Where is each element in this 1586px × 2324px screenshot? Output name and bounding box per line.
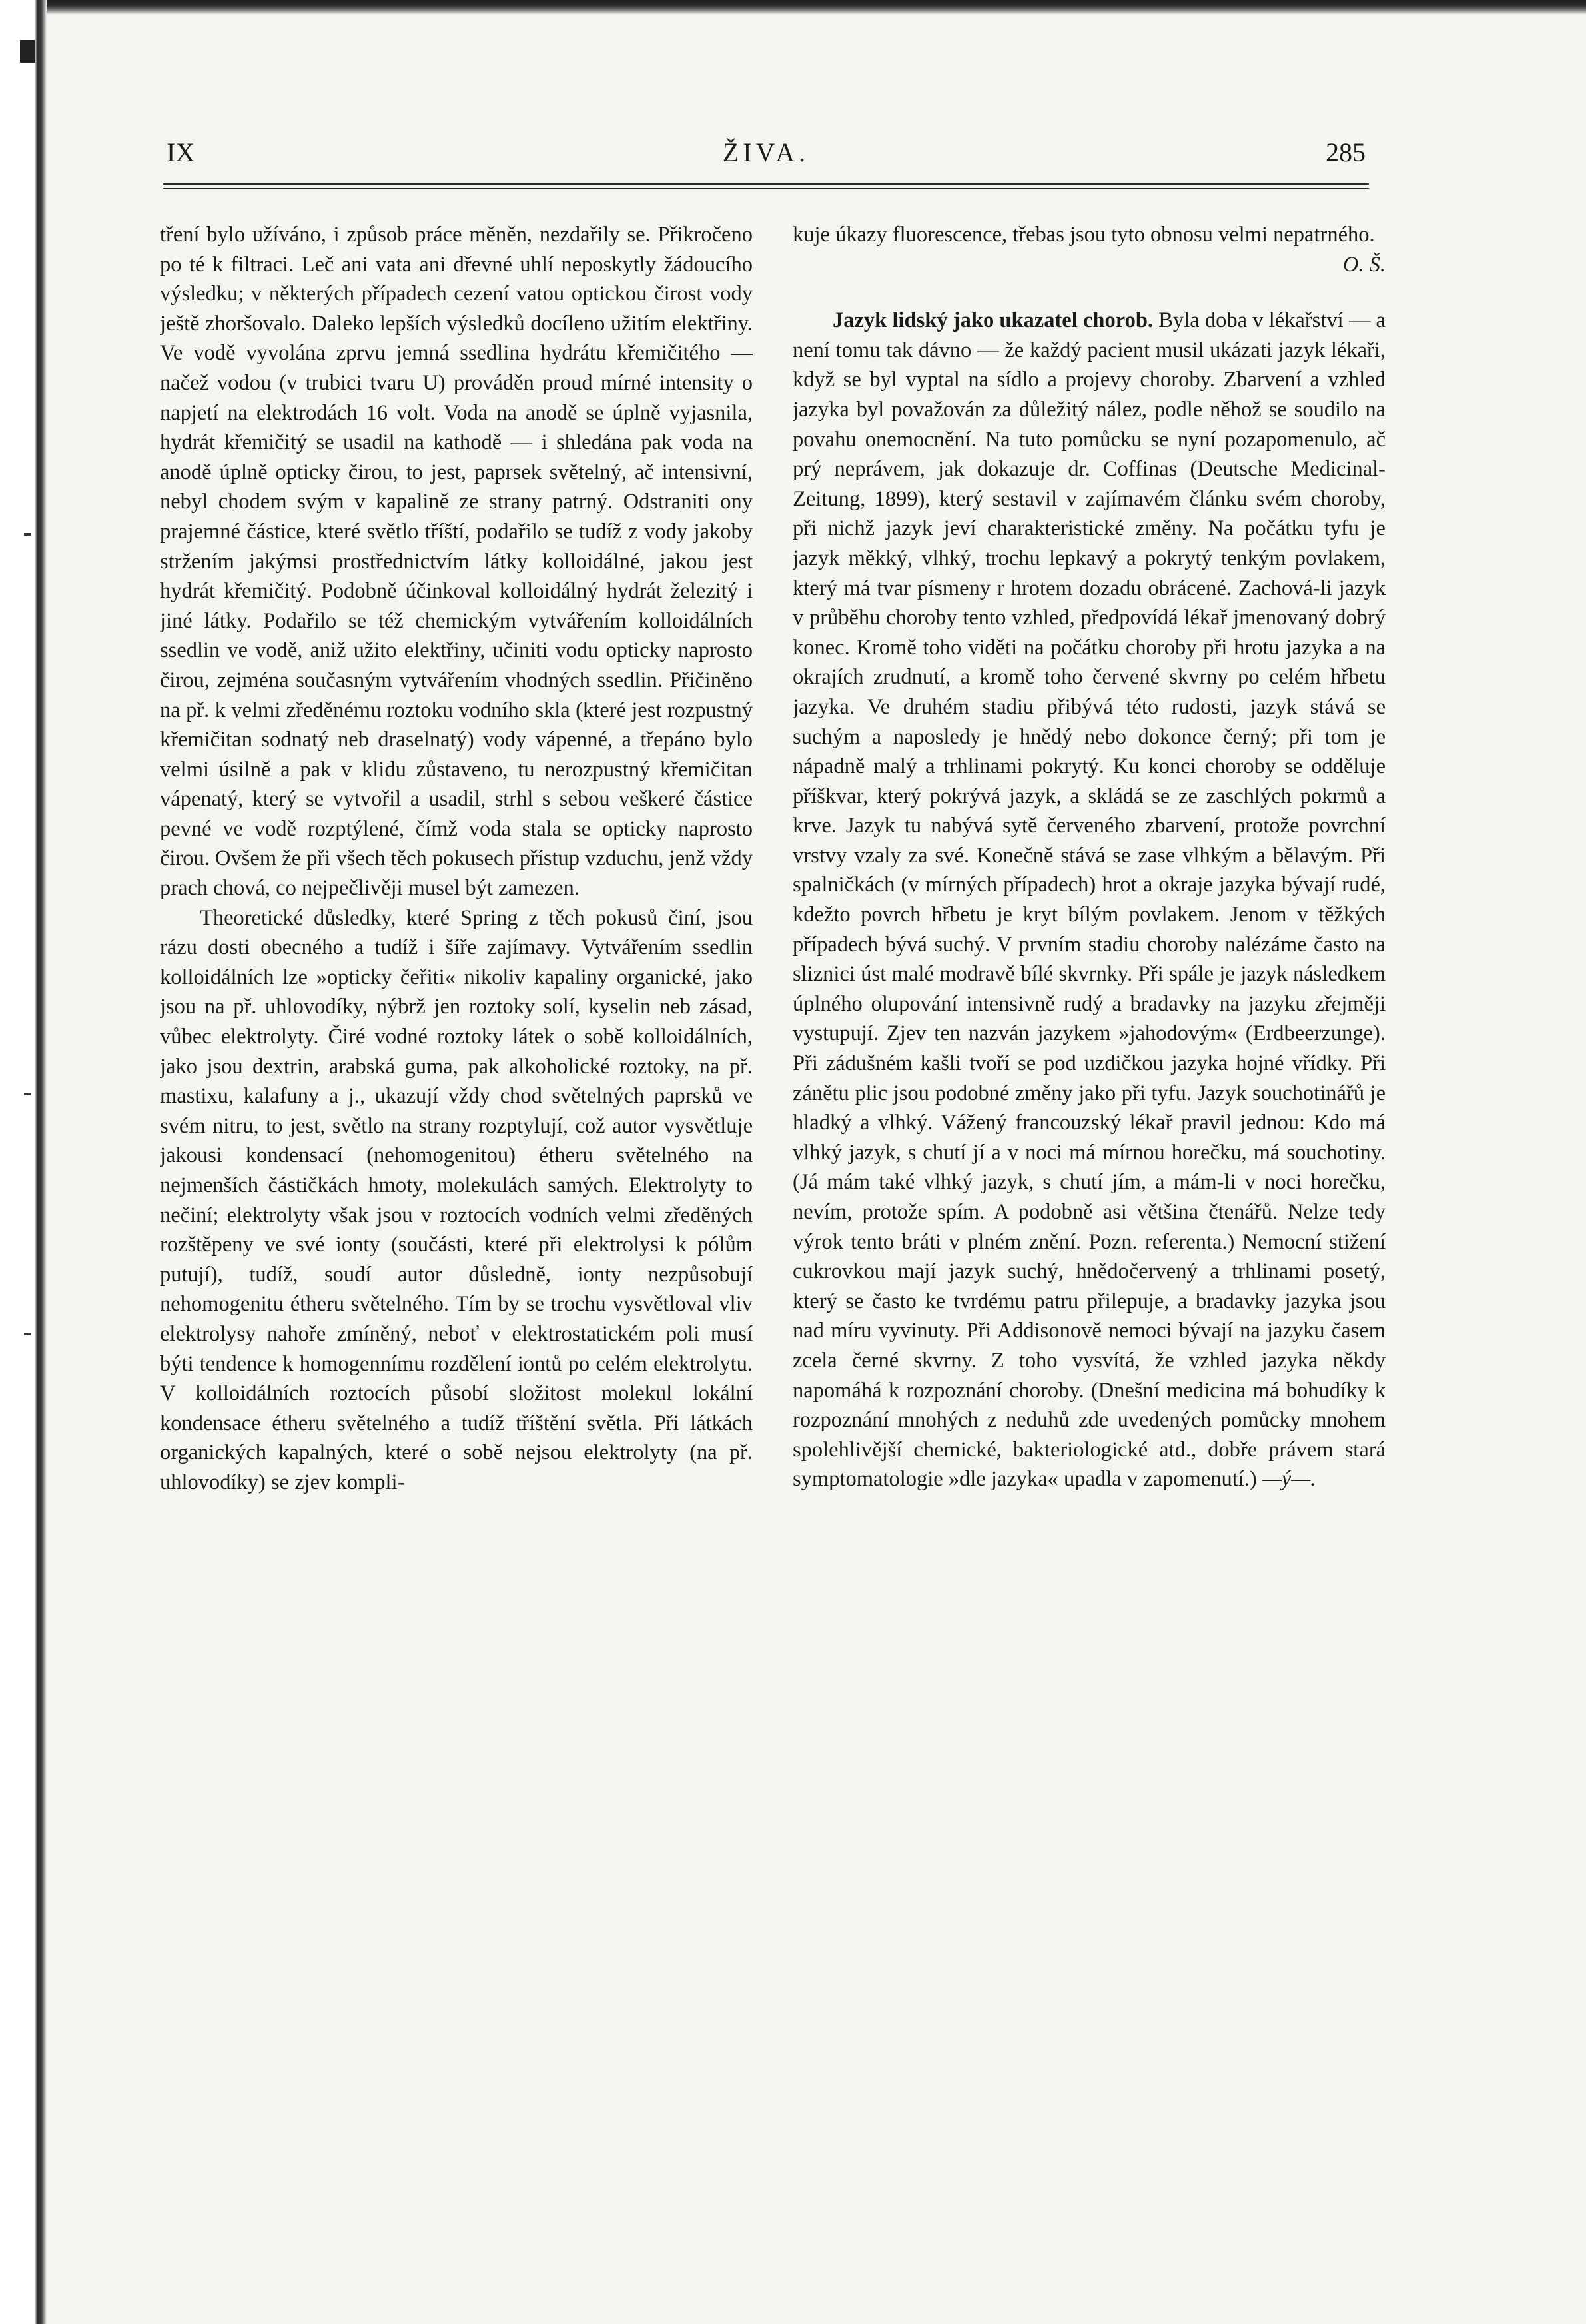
volume-number: IX — [167, 137, 195, 167]
running-header — [167, 137, 1366, 177]
header-rule-top — [163, 183, 1369, 185]
article-title: Jazyk lidský jako ukazatel chorob. — [833, 308, 1154, 333]
scan-margin-tick — [24, 533, 31, 536]
paragraph — [793, 220, 1386, 250]
header-rule-bottom — [163, 188, 1369, 189]
scan-left-edge — [0, 0, 47, 2324]
article-paragraph — [793, 306, 1386, 1494]
paragraph-text: kuje úkazy fluorescence, třebas jsou tyto obnosu velmi nepatrného. — [793, 223, 1375, 247]
scan-binding-mark — [20, 40, 35, 63]
scan-margin-tick — [24, 1333, 31, 1335]
author-signature: O. Š. — [1342, 252, 1386, 277]
page-number: 285 — [1326, 137, 1366, 167]
scan-top-edge — [47, 0, 1586, 15]
right-column — [793, 220, 1386, 2259]
left-column — [160, 220, 753, 2259]
journal-title: ŽIVA. — [722, 137, 810, 167]
paragraph: tření bylo užíváno, i způsob práce měněn, nezdařily se. Přikročeno po té k filtraci. Leč ani vata ani dřevné uhlí neposkytly žádoucího výsledku; v některých případech cezení vatou optickou čirost vody ještě zhoršovalo. Daleko lepších výsledků docíleno užitím elektřiny. Ve vodě vyvolána zprvu jemná ssedlina hydrátu křemičitého — načež vodou (v trubici tvaru U) prováděn proud mírné intensity o napjetí na elektrodách 16 volt. Voda na anodě se úplně vyjasnila, hydrát křemičitý se usadil na kathodě — i shledána pak voda na anodě úplně opticky čirou, to jest, paprsek světelný, ač intensivní, nebyl chodem svým v kapalině ze strany patrný. Odstraniti ony prajemné částice, které světlo tříští, podařilo se tudíž z vody jakoby stržením jakýmsi prostřednictvím látky kolloidálné, jakou jest hydrát křemičitý. Podobně účinkoval kolloidálný hydrát železitý i jiné látky. Podařilo se též chemickým vytvářením kolloidálních ssedlin ve vodě, aniž užito elektřiny, učiniti vodu opticky naprosto čirou, zejména současným vytvářením vhodných ssedlin. Přičiněno na př. k velmi zředěnému roztoku vodního skla (které jest rozpustný křemičitan sodnatý neb draselnatý) vody vápenné, a třepáno bylo velmi úsilně a pak v klidu zůstaveno, tu nerozpustný křemičitan vápenatý, který se vytvořil a usadil, strhl s sebou veškeré částice pevné ve vodě rozptýlené, čímž voda stala se opticky naprosto čirou. Ovšem že při všech těch pokusech přístup vzduchu, jenž vždy prach chová, co nejpečlivěji musel být zamezen. — [160, 223, 753, 901]
paragraph-text: Byla doba v lékařství — a není tomu tak dávno — že každý pacient musil ukázati jazyk lékaři, když se byl vyptal na sídlo a projevy choroby. Zbarvení a vzhled jazyka byl považován za důležitý nález, podle něhož se soudilo na povahu onemocnění. Na tuto pomůcku se nyní pozapomenulo, ač prý neprávem, jak dokazuje dr. Coffinas (Deutsche Medicinal-Zeitung, 1899), který sestavil v zajímavém článku svém choroby, při nichž jazyk jeví charakteristické změny. Na počátku tyfu je jazyk měkký, vlhký, trochu lepkavý a pokrytý tenkým povlakem, který má tvar písmeny r hrotem dozadu obrácené. Zachová-li jazyk v průběhu choroby tento vzhled, předpovídá lékař jmenovaný dobrý konec. Kromě toho viděti na počátku choroby při hrotu jazyka a na okrajích zrudnutí, a kromě toho červené skvrny po celém hřbetu jazyka. Ve druhém stadiu přibývá této rudosti, jazyk stává se suchým a naposledy je hnědý nebo dokonce černý; při tom je nápadně malý a trhlinami pokrytý. Ku konci choroby se odděluje příškvar, který pokrývá jazyk, a skládá se ze zaschlých pokrmů a krve. Jazyk tu nabývá sytě červeného zbarvení, protože povrchní vrstvy vzaly za své. Konečně stává se zase vlhkým a bělavým. Při spalničkách (v mírných případech) hrot a okraje jazyka bývají rudé, kdežto povrch hřbetu je kryt bílým povlakem. Jenom v těžkých případech bývá suchý. V prvním stadiu choroby nalézáme často na sliznici úst malé modravě bílé skvrnky. Při spále je jazyk následkem úplného olupování intensivně rudý a bradavky na jazyku zřejměji vystupují. Zjev ten nazván jazykem »jahodovým« (Erdbeerzunge). Při zádušném kašli tvoří se pod uzdičkou jazyka hojné vřídky. Při zánětu plic jsou podobné změny jako při tyfu. Jazyk souchotinářů je hladký a vlhký. Vážený francouzský lékař pravil jednou: Kdo má vlhký jazyk, s chutí jí a v noci má mírnou horečku, má souchotiny. (Já mám také vlhký jazyk, s chutí jím, a mám-li v noci horečku, nevím, protože spím. A podobně asi většina čtenářů. Nelze tedy výrok tento bráti v plném znění. Pozn. referenta.) Nemocní stižení cukrovkou mají jazyk suchý, hnědočervený a trhlinami posetý, který se často ke tvrdému patru přilepuje, a bradavky jazyka jsou nad míru vyvinuty. Při Addisonově nemoci bývají na jazyku časem zcela černé skvrny. Z toho vysvítá, že vzhled jazyka někdy napomáhá k rozpoznání choroby. (Dnešní medicina má bohudíky k rozpoznání mnohých z neduhů zde uvedených pomůcky mnohem spolehlivější chemické, bakteriologické atd., dobře právem stará symptomatologie »dle jazyka« upadla v zapomenutí.) — [793, 308, 1386, 1492]
scan-margin-tick — [24, 1093, 31, 1095]
paragraph: Theoretické důsledky, které Spring z těch pokusů činí, jsou rázu dosti obecného a tudíž i šíře zajímavy. Vytvářením ssedlin kolloidálních lze »opticky čeřiti« nikoliv kapaliny organické, jako jsou na př. uhlovodíky, nýbrž jen roztoky solí, kyselin neb zásad, vůbec elektrolyty. Čiré vodné roztoky látek o sobě kolloidálních, jako jsou dextrin, arabská guma, pak alkoholické roztoky, na př. mastixu, kalafuny a j., ukazují vždy chod světelných paprsků ve svém nitru, to jest, světlo na strany rozptylují, což autor vysvětluje jakousi kondensací (nehomogenitou) étheru světelného na nejmenších částičkách hmoty, molekulách samých. Elektrolyty to nečiní; elektrolyty však jsou v roztocích vodních velmi zředěných rozštěpeny ve své ionty (součásti, které při elektrolysi k pólům putují), tudíž, soudí autor důsledně, ionty nezpůsobují nehomogenitu étheru světelného. Tím by se trochu vysvětloval vliv elektrolysy nahoře zmíněný, neboť v elektrostatickém poli musí býti tendence k homogennímu rozdělení iontů po celém elektrolytu. V kolloidálních roztocích působí složitost molekul lokální kondensace étheru světelného a tudíž tříštění světla. Při látkách organických kapalných, které o sobě nejsou elektrolyty (na př. uhlovodíky) se zjev kompli- — [160, 905, 753, 1494]
author-signature: —ý—. — [1262, 1467, 1316, 1492]
spacer — [793, 279, 1386, 306]
